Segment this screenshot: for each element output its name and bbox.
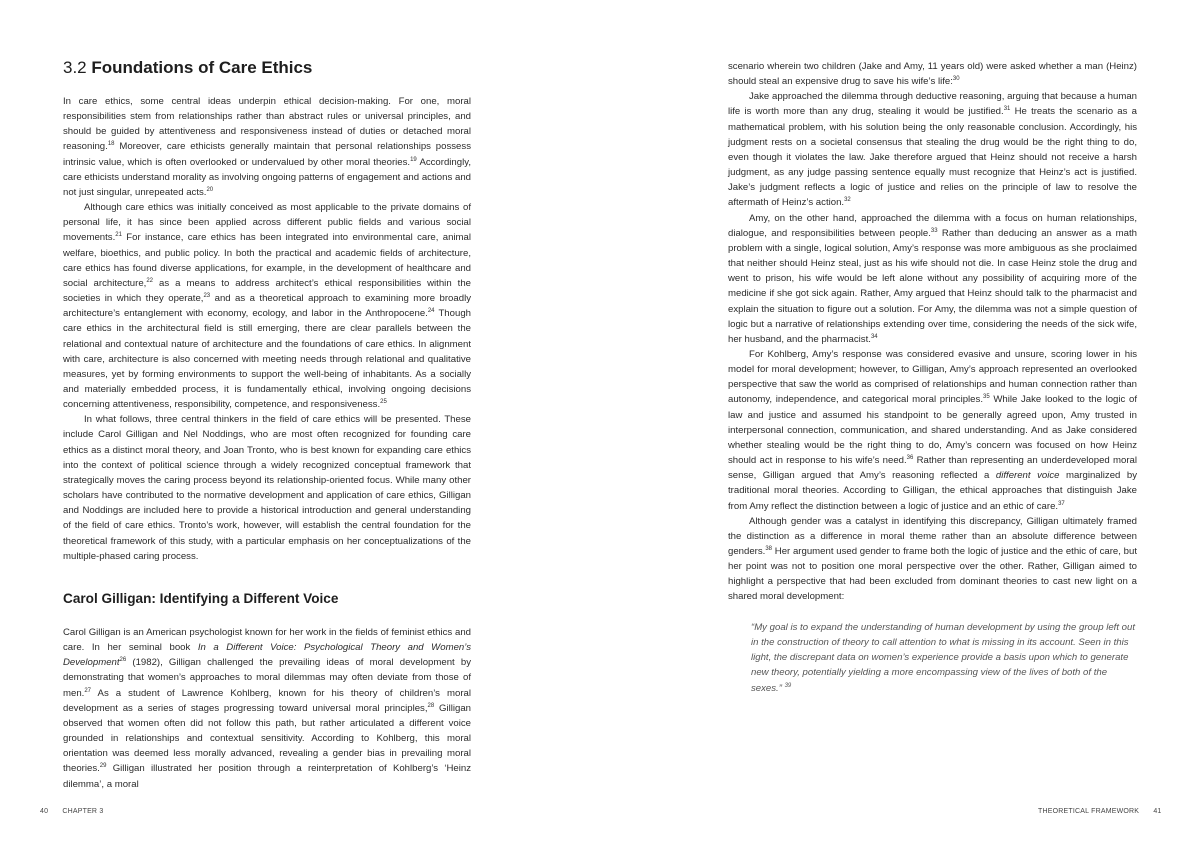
section-heading bbox=[63, 58, 312, 78]
chapter-label: CHAPTER 3 bbox=[62, 808, 104, 815]
section-title: Foundations of Care Ethics bbox=[91, 58, 313, 77]
footnote-ref: 23 bbox=[203, 293, 211, 300]
text-run: marginalized by traditional moral theories. According to Gilligan, the ethical approaches that distinguish Jake from Amy reflect the distinction between a logic of justice and an ethic of care. bbox=[728, 470, 1138, 512]
footnote-ref: 28 bbox=[427, 702, 435, 709]
paragraph bbox=[63, 625, 471, 792]
footnote-ref: 34 bbox=[870, 333, 878, 340]
footnote-ref: 20 bbox=[206, 186, 214, 193]
right-body-text bbox=[728, 59, 1137, 605]
footnote-ref: 31 bbox=[1003, 106, 1011, 113]
subheading: Carol Gilligan: Identifying a Different Voice bbox=[63, 591, 339, 606]
text-run: Gilligan illustrated her position through a reinterpretation of Kohlberg’s ‘Heinz dilemma’, a moral bbox=[63, 763, 471, 790]
subsection-body-text bbox=[63, 625, 471, 792]
page-number-left: 40 bbox=[40, 808, 49, 815]
text-run: For instance, care ethics has been integrated into environmental care, animal welfare, bioethics, and public policy. In both the practical and academic fields of architecture, care ethics has found diverse applications, for example, in the development of healthcare and social architecture, bbox=[63, 232, 471, 289]
text-run: In what follows, three central thinkers in the field of care ethics will be presented. These include Carol Gilligan and Nel Noddings, who are most often recognized for founding care ethics as a distinct moral theory, and Joan Tronto, who is best known for expanding care ethics into the context of political science through a widely recognized conceptual framework that strategically moves the caring process beyond its relationship-oriented focus. While many other scholars have contributed to the normative development and application of care ethics, Gilligan and Noddings are included here to provide a historical introduction and general understanding of the field of care ethics. Tronto’s work, however, will establish the central foundation for the theoretical framework of this study, with a particular emphasis on her conceptualizations of the multiple-phased caring process. bbox=[63, 414, 471, 562]
footnote-ref: 18 bbox=[107, 141, 115, 148]
paragraph bbox=[728, 514, 1137, 605]
footnote-ref: 24 bbox=[427, 308, 435, 315]
footnote-ref: 29 bbox=[99, 763, 107, 770]
text-run: Gilligan observed that women often did not follow this path, but rather articulated a different voice grounded in relationships and contextual sensitivity. According to Kohlberg, this moral orientation was deemed less morally advanced, revealing a gender bias in prevailing moral theories. bbox=[63, 702, 471, 775]
paragraph bbox=[728, 347, 1137, 514]
footnote-ref: 39 bbox=[784, 682, 792, 689]
text-run: Although gender was a catalyst in identifying this discrepancy, Gilligan ultimately framed the distinction as a difference in moral theme rather than an absolute difference between genders. bbox=[728, 515, 1137, 557]
footnote-ref: 37 bbox=[1058, 500, 1065, 507]
block-quote bbox=[751, 620, 1138, 696]
text-run: Moreover, care ethicists generally maintain that personal relationships possess intrinsic value, which is often overlooked or undervalued by other moral theories. bbox=[63, 141, 471, 168]
text-run: In care ethics, some central ideas underpin ethical decision-making. For one, moral responsibilities stem from relationships rather than abstract rules or universal principles, and should be guided by attentiveness and responsiveness instead of duties or detached moral reasoning. bbox=[63, 96, 471, 153]
text-run: Her argument used gender to frame both the logic of justice and the ethic of care, but her point was not to position one moral perspective over the other. Rather, Gilligan aimed to highlight a perspective that had been excluded from dominant theories to cast new light on a shared moral development: bbox=[728, 546, 1137, 603]
text-run: as a means to address architect’s ethical responsibilities within the societies in which they operate, bbox=[63, 277, 471, 305]
text-run: Jake approached the dilemma through deductive reasoning, arguing that because a human life is worth more than any drug, stealing it would be justified. bbox=[728, 91, 1137, 118]
text-run: Rather than representing an underdeveloped moral sense, Gilligan argued that Amy’s reasoning reflected a bbox=[728, 455, 1137, 482]
italic-text: In a Different Voice: Psychological Theory and Women’s Development bbox=[63, 642, 471, 669]
footnote-ref: 38 bbox=[765, 546, 773, 552]
footnote-ref: 30 bbox=[952, 76, 960, 83]
paragraph bbox=[728, 89, 1137, 210]
text-run: While Jake looked to the logic of law and justice and assumed his standpoint to be generally agreed upon, Amy trusted in interpersonal connection, communication, and shared understanding. And as Jake considered whether stealing would be the right thing to do, Amy’s concern was focused on how Heinz should act in response to his wife’s need. bbox=[728, 394, 1137, 467]
paragraph bbox=[63, 94, 471, 200]
text-run: Amy, on the other hand, approached the dilemma with a focus on human relationships, dialogue, and responsibilities between people. bbox=[728, 212, 1137, 239]
footnote-ref: 32 bbox=[844, 197, 851, 204]
running-title: THEORETICAL FRAMEWORK bbox=[1038, 808, 1140, 815]
right-page bbox=[600, 0, 1200, 849]
footnote-ref: 36 bbox=[906, 455, 914, 462]
footer-left bbox=[40, 808, 103, 815]
text-run: (1982), Gilligan challenged the prevailing ideas of moral development by demonstrating that women’s approaches to moral dilemmas may often deviate from those of men. bbox=[63, 657, 471, 699]
text-run: For Kohlberg, Amy’s response was considered evasive and unsure, scoring lower in his model for moral development; however, to Gilligan, Amy’s approach represented an overlooked perspective that saw the world as comprised of relationships and human connection rather than autonomy, independence, and categorical moral principles. bbox=[728, 348, 1137, 406]
footnote-ref: 35 bbox=[982, 394, 990, 401]
footnote-ref: 33 bbox=[930, 227, 938, 234]
text-run: He treats the scenario as a mathematical problem, with his solution being the only reasonable conclusion. Accordingly, his judgment rests on a societal consensus that stealing the drug would be the right thing to do, even though it violates the law. Jake therefore argued that Heinz should not receive a harsh judgment, as any judge passing sentence equally must recognize that Heinz’s act is justified. Jake’s judgment reflects a logic of justice and relies on the principle of law to resolve the aftermath of Heinz’s action. bbox=[728, 106, 1137, 209]
paragraph bbox=[63, 412, 471, 564]
footer-right bbox=[1038, 808, 1162, 815]
text-run: scenario wherein two children (Jake and Amy, 11 years old) were asked whether a man (Heinz) should steal an expensive drug to save his wife’s life: bbox=[728, 61, 1137, 88]
text-run: Carol Gilligan is an American psychologist known for her work in the fields of feminist ethics and care. In her seminal book bbox=[63, 627, 471, 654]
text-run: and as a theoretical approach to examining more broadly architecture’s entanglement with economy, ecology, and labor in the Anthropocene. bbox=[63, 293, 471, 320]
left-body-text bbox=[63, 94, 471, 564]
page-number-right: 41 bbox=[1153, 808, 1162, 815]
text-run: Though care ethics in the architectural field is still emerging, there are clear parallels between the relational and contextual nature of architecture and the foundations of care ethics. In alignment with care, architecture is also concerned with meeting needs through relational and qualitative measures, yet by forming environments to support the well-being of inhabitants. As a socially and materially embedded process, it is fundamentally ethical, involving ongoing decisions concerning attentiveness, responsibility, competence, and responsiveness. bbox=[63, 308, 471, 411]
footnote-ref: 19 bbox=[410, 156, 417, 163]
italic-text: different voice bbox=[995, 470, 1060, 482]
text-run: Accordingly, care ethicists understand morality as involving ongoing patterns of engagement and actions and not just singular, unrepeated acts. bbox=[63, 156, 471, 198]
paragraph bbox=[728, 211, 1137, 347]
paragraph bbox=[728, 59, 1137, 89]
footnote-ref: 21 bbox=[115, 232, 122, 239]
footnote-ref: 27 bbox=[84, 687, 92, 694]
text-run: Rather than deducing an answer as a math problem with a single, logical solution, Amy’s response was more ambiguous as she proclaimed that neither should Heinz steal, just as his wife should not die. In case Heinz stole the drug and went to prison, his wife would be left alone without any possibility of acquiring more of the medicine if she got sick again. Rather, Amy argued that Heinz should talk to the pharmacist and explain the situation to figure out a solution. For Amy, the dilemma was not a simple question of logic but a narrative of relationships extending over time, considering the needs of the sick wife, her husband, and the pharmacist. bbox=[728, 227, 1137, 345]
text-run: Although care ethics was initially conceived as most applicable to the private domains of personal life, it has since been applied across different public fields and various social movements. bbox=[63, 202, 471, 244]
text-run: “My goal is to expand the understanding of human development by using the group left out in the construction of theory to call attention to what is missing in its account. Seen in this light, the discrepant data on women’s experience provide a basis upon which to generate new theory, potentially yielding a more encompassing view of the lives of both of the sexes.” bbox=[751, 622, 1135, 694]
paragraph bbox=[63, 200, 471, 412]
footnote-ref: 22 bbox=[146, 277, 154, 284]
footnote-ref: 25 bbox=[380, 399, 387, 406]
text-run: As a student of Lawrence Kohlberg, known for his theory of children’s moral development as a series of stages progressing toward universal moral principles, bbox=[63, 687, 471, 714]
section-number: 3.2 bbox=[63, 58, 87, 77]
footnote-ref: 26 bbox=[119, 657, 127, 664]
